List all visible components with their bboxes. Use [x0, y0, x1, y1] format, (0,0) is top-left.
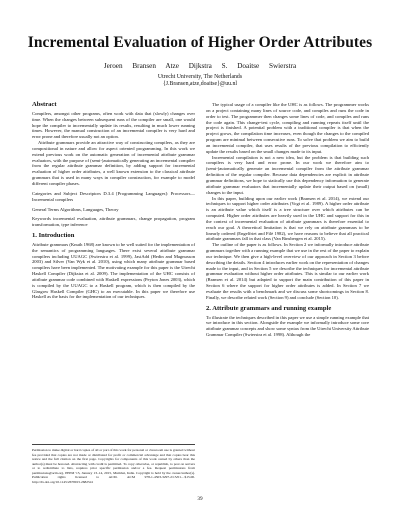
intro-paragraph: Attribute grammars (Knuth 1968) are known to be well suited for the implementation of the semantics of programming languages. There exist several attribute grammar compilers including UUAGC (Swierstra et al. 1999), JastAdd (Hedin and Magnusson 2003) and Silver (Van Wyk et al. 2010), using which many attribute grammar based compilers have been implemented. The motivating example for this paper is the Utrecht Haskell Compiler (Dijkstra et al. 2009). The implementation of the UHC consists of attribute grammar code combined with Haskell expressions (Peyton Jones 2003), which is compiled by the UUAGC to a Haskell program, which is then compiled by the Glasgow Haskell Compiler (GHC) to an executable. In this paper we therefore use Haskell as the basis for the implementation of our techniques. [32, 241, 195, 300]
body-paragraph: The typical usage of a compiler like the UHC is as follows. The programmer works on a project containing many lines of source code, and compiles and runs the code in order to test. The programmer then changes some lines of code, and compiles and runs the code again. This change-test cycle, compiling and running repeats itself until the project is finished. A potential problem with a traditional compiler is that when the project grows, the compilation time increases, even though the changes to the compiled program are minimal between consecutive runs. To solve that problem we aim to build an incremental compiler, that uses results of the previous compilation to efficiently update the results based on the small changes made to its input. [206, 102, 369, 154]
affiliation-institution: Utrecht University, The Netherlands [157, 74, 243, 80]
body-paragraph: In this paper, building upon our earlier work (Bransen et al. 2014), we extend our techniques to support higher order attributes (Vogt et al. 1989). A higher order attribute is an attribute value which itself is a tree structure over which attributes can be computed. Higher order attributes are heavily used in the UHC and support for this in the context of incremental evaluation of attribute grammars is therefore essential to reach our goal. A theoretical limitation is that we rely on attribute grammars to be linearly ordered (Engelfriet and Filè 1982), we have reasons to believe that all practical attribute grammars fall in that class (Van Binsbergen et al. 2015). [206, 195, 369, 242]
section-2-paragraph: To illustrate the techniques described in this paper we use a simple running example that we introduce in this section. Alongside the example we informally introduce some core attribute grammar concepts and show some syntax from the Utrecht University Attribute Grammar Compiler (Swierstra et al. 1998). Although the [206, 314, 369, 338]
keywords-line: Keywords incremental evaluation, attribute grammars, change propagation, program transformation, type inference [32, 216, 195, 228]
paper-title: Incremental Evaluation of Higher Order Attributes [27, 34, 373, 51]
abstract-heading: Abstract [32, 101, 57, 108]
author-list: Jeroen Bransen Atze Dijkstra S. Doaitse Swierstra [103, 62, 297, 70]
right-column [206, 102, 369, 338]
copyright-notice: Permission to make digital or hard copies of all or part of this work for personal or classroom use is granted without fee provided that copies are not made or distributed for profit or commercial advantage and that copies bear this notice and the full citation on the first page. Copyrights for components of this work owned by others than the author(s) must be honored. Abstracting with credit is permitted. To copy otherwise, or republish, to post on servers or to redistribute to lists, requires prior specific permission and/or a fee. Request permissions from permissions@acm.org. PEPM '15, January 13–14, 2015, Mumbai, India. Copyright is held by the owner/author(s). Publication rights licensed to ACM. ACM 978-1-4503-3297-2/15/01…$15.00. http://dx.doi.org/10.1145/2678015.2682541 [32, 444, 195, 484]
abstract-paragraph: Attribute grammars provide an attractive way of constructing compilers, as they are compositional in nature and allow for aspect oriented programming. In this work we extend previous work on the automatic generation of incremental attribute grammar evaluators, with the purpose of (semi-)automatically generating an incremental compiler from the regular attribute grammar definition, by adding support for incremental evaluation of higher order attributes, a well known extension to the classical attribute grammars that is used in many ways in compiler construction, for example to model different compiler phases. [32, 140, 195, 186]
categories-line: Categories and Subject Descriptors D.3.4 [Programming Languages]: Processors—Incremental compilers [32, 190, 195, 202]
left-column [32, 102, 195, 300]
section-2-heading: 2. Attribute grammars and running example [206, 304, 332, 312]
affiliation [0, 74, 400, 89]
introduction-heading: 1. Introduction [32, 232, 75, 240]
abstract-paragraph: Compilers, amongst other programs, often work with data that (slowly) changes over time. When the changes between subsequent runs of the compiler are small, one would hope the compiler to incrementally update its results, resulting in much lower running times. However, the manual construction of an incremental compiler is very hard and error prone and therefore usually not an option. [32, 110, 195, 140]
page-number: 39 [197, 496, 203, 502]
body-paragraph: The outline of the paper is as follows. In Section 2 we informally introduce attribute grammars together with a running example that we use in the rest of the paper to explain our technique. We then give a high-level overview of our approach in Section 3 before describing the details. Section 4 introduces earlier work on the representation of changes made to the input, and in Section 5 we describe the techniques for incremental attribute grammar evaluation without higher order attributes. This is similar to our earlier work (Bransen et al. 2014) but adapted to support the main contribution of this paper in Section 6 where the support for higher order attributes is added. In Section 7 we evaluate the results with a benchmark and we discuss some shortcomings in Section 8. Finally, we describe related work (Section 9) and conclude (Section 10). [206, 242, 369, 300]
general-terms-line: General Terms Algorithms, Languages, Theory [32, 206, 119, 212]
body-paragraph: Incremental compilation is not a new idea, but the problem is that building such compilers is very hard and error prone. In our work we therefore aim to (semi-)automatically generate an incremental compiler from the attribute grammar definition of the regular compiler. Because data dependencies are explicit in attribute grammar definitions, we hope to statically use this dependency information to generate attribute grammar evaluators that incrementally update their output based on (small) changes to the input. [206, 154, 369, 195]
affiliation-emails: {J.Bransen,atze,doaitse}@uu.nl [162, 81, 237, 88]
